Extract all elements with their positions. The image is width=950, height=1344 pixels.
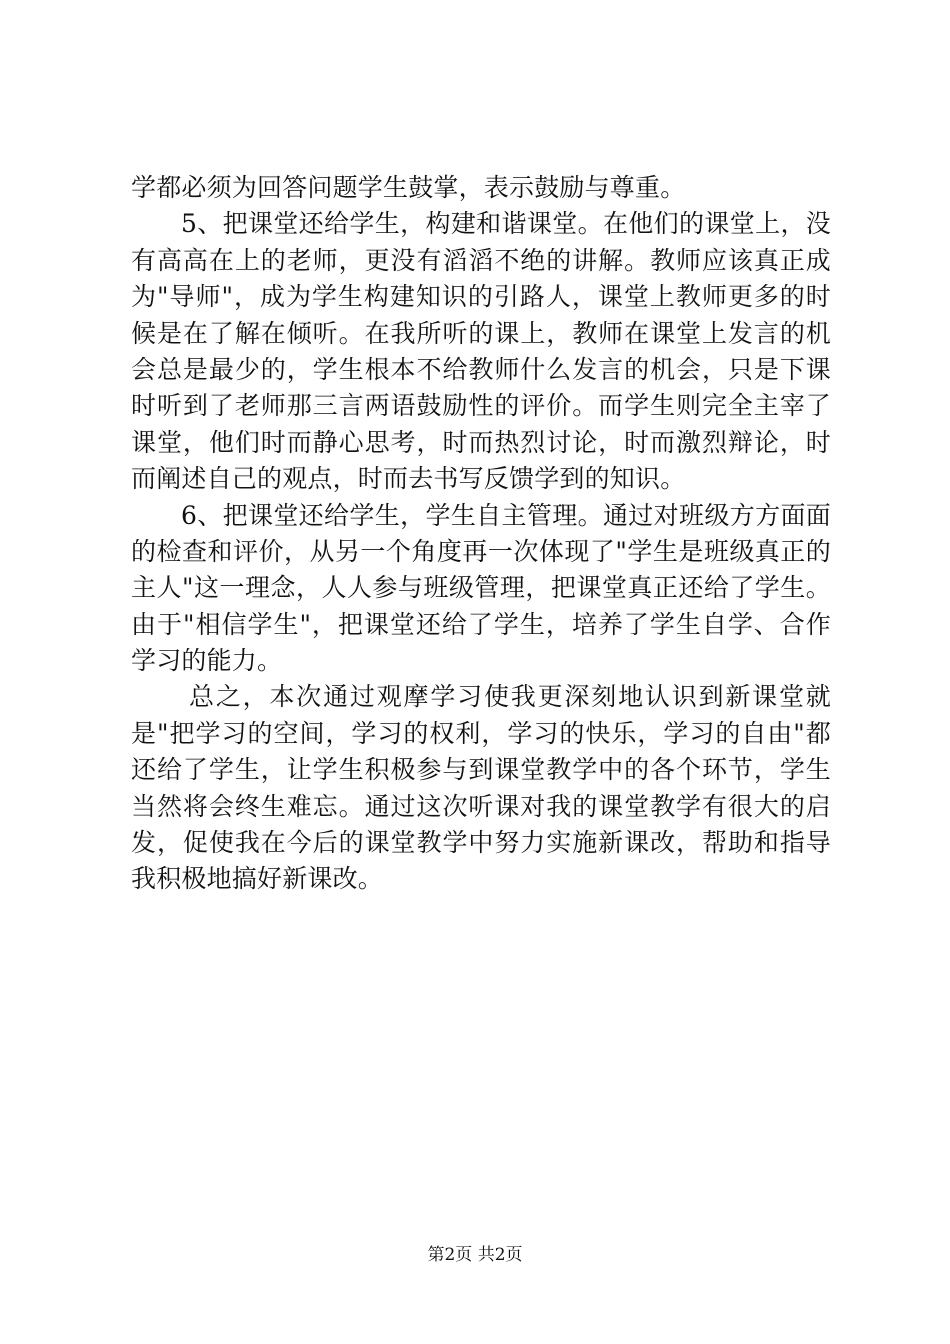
paragraph-line: 5、把课堂还给学生，构建和谐课堂。在他们的课堂上，没: [181, 209, 831, 239]
paragraph-line: 课堂，他们时而静心思考，时而热烈讨论，时而激烈辩论，时: [131, 427, 831, 457]
paragraph-line: 时听到了老师那三言两语鼓励性的评价。而学生则完全主宰了: [131, 391, 831, 421]
paragraph-line: 发，促使我在今后的课堂教学中努力实施新课改，帮助和指导: [131, 828, 831, 858]
paragraph-line: 6、把课堂还给学生，学生自主管理。通过对班级方方面面: [181, 500, 831, 530]
paragraph-line: 总之，本次通过观摩学习使我更深刻地认识到新课堂就: [189, 682, 831, 712]
paragraph-line: 有高高在上的老师，更没有滔滔不绝的讲解。教师应该真正成: [131, 245, 831, 275]
paragraph-line: 还给了学生，让学生积极参与到课堂教学中的各个环节，学生: [131, 755, 831, 785]
paragraph-line: 由于"相信学生"，把课堂还给了学生，培养了学生自学、合作: [131, 609, 831, 639]
paragraph-line: 当然将会终生难忘。通过这次听课对我的课堂教学有很大的启: [131, 791, 831, 821]
paragraph-line: 是"把学习的空间，学习的权利，学习的快乐，学习的自由"都: [131, 718, 831, 748]
paragraph-line: 候是在了解在倾听。在我所听的课上，教师在课堂上发言的机: [131, 318, 831, 348]
document-body: [131, 170, 831, 898]
paragraph-line: 学都必须为回答问题学生鼓掌，表示鼓励与尊重。: [131, 173, 686, 202]
page-number-footer: 第2页 共2页: [427, 1245, 523, 1265]
paragraph-line: 而阐述自己的观点，时而去书写反馈学到的知识。: [131, 464, 686, 494]
paragraph-line: 的检查和评价，从另一个角度再一次体现了"学生是班级真正的: [131, 536, 831, 566]
paragraph-line: 会总是最少的，学生根本不给教师什么发言的机会，只是下课: [131, 354, 831, 384]
paragraph-line: 为"导师"，成为学生构建知识的引路人，课堂上教师更多的时: [131, 282, 831, 312]
paragraph-line: 主人"这一理念，人人参与班级管理，把课堂真正还给了学生。: [131, 573, 831, 603]
paragraph-line: 我积极地搞好新课改。: [131, 864, 384, 894]
paragraph-line: 学习的能力。: [131, 646, 283, 676]
